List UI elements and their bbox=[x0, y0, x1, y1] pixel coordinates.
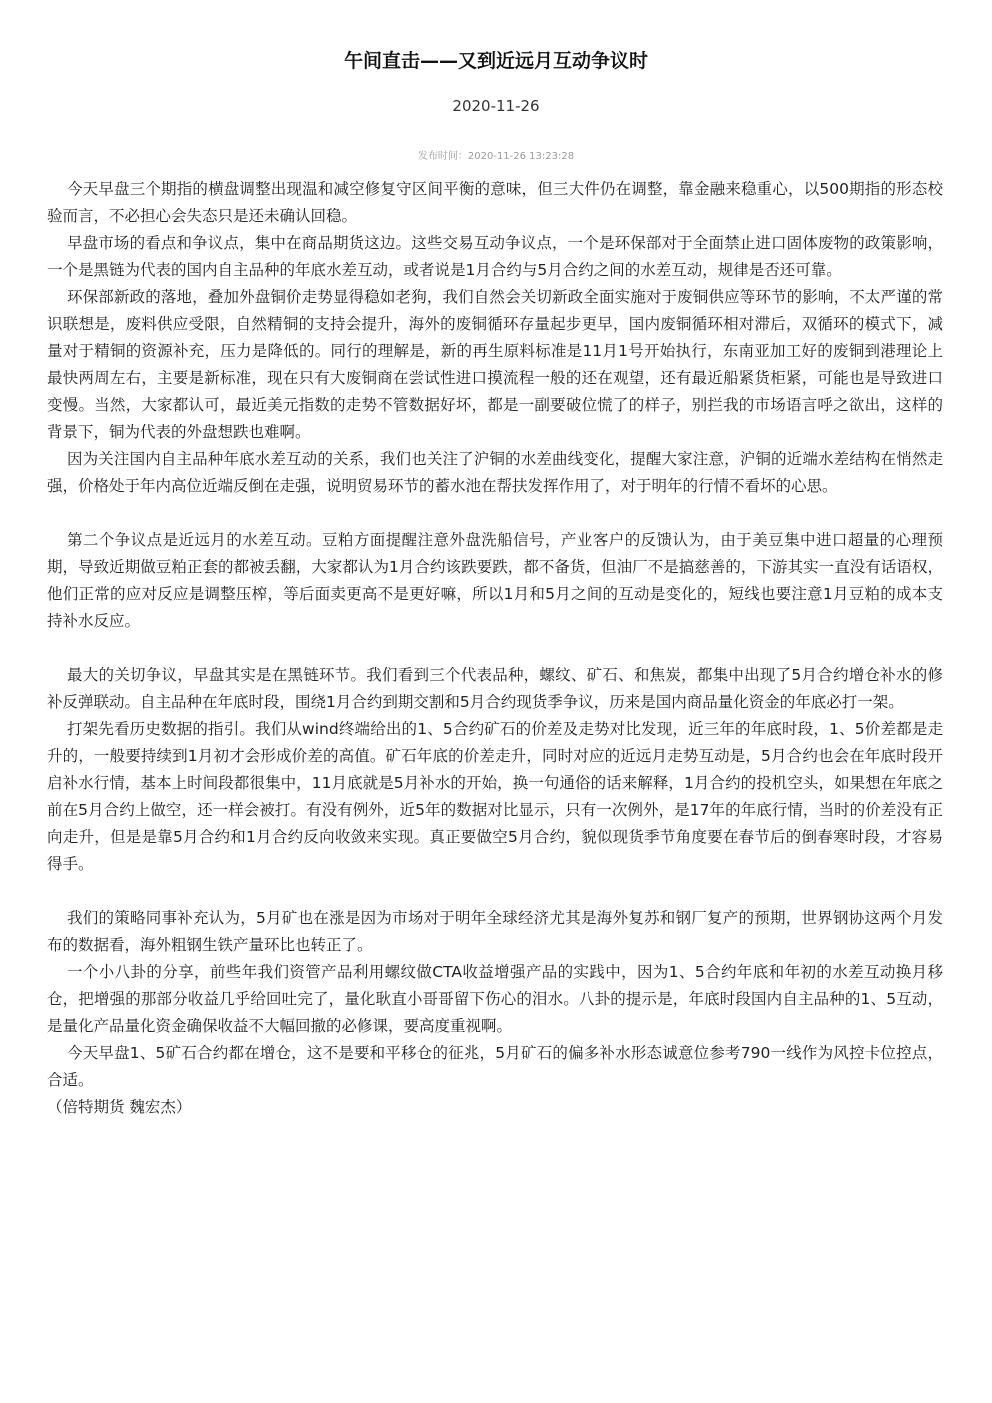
article-body bbox=[47, 176, 943, 1121]
paragraph-2: 早盘市场的看点和争议点，集中在商品期货这边。这些交易互动争议点，一个是环保部对于全面禁止进口固体废物的政策影响，一个是黑链为代表的国内自主品种的年底水差互动，或者说是1月合约与5月合约之间的水差互动，规律是否还可靠。 bbox=[47, 234, 943, 279]
article-date: 2020-11-26 bbox=[452, 97, 540, 115]
paragraph-4: 因为关注国内自主品种年底水差互动的关系，我们也关注了沪铜的水差曲线变化，提醒大家注意，沪铜的近端水差结构在悄然走强，价格处于年内高位近端反倒在走强，说明贸易环节的蓄水池在帮扶发挥作用了，对于明年的行情不看坏的心思。 bbox=[47, 450, 943, 495]
paragraph-1: 今天早盘三个期指的横盘调整出现温和减空修复守区间平衡的意味，但三大件仍在调整，靠金融来稳重心，以500期指的形态校验而言，不必担心会失态只是还未确认回稳。 bbox=[47, 180, 943, 225]
paragraph-8: 我们的策略同事补充认为，5月矿也在涨是因为市场对于明年全球经济尤其是海外复苏和钢厂复产的预期，世界钢协这两个月发布的数据看，海外粗钢生铁产量环比也转正了。 bbox=[47, 909, 943, 954]
paragraph-10: 今天早盘1、5矿石合约都在增仓，这不是要和平移仓的征兆，5月矿石的偏多补水形态诚意位参考790一线作为风控卡位控点，合适。 bbox=[47, 1044, 943, 1089]
publish-time: 发布时间：2020-11-26 13:23:28 bbox=[417, 151, 575, 162]
paragraph-7: 打架先看历史数据的指引。我们从wind终端给出的1、5合约矿石的价差及走势对比发现，近三年的年底时段，1、5价差都是走升的，一般要持续到1月初才会形成价差的高值。矿石年底的价差走升，同时对应的近远月走势互动是，5月合约也会在年底时段开启补水行情，基本上时间段都很集中，11月底就是5月补水的开始，换一句通俗的话来解释，1月合约的投机空头，如果想在年底之前在5月合约上做空，还一样会被打。有没有例外，近5年的数据对比显示，只有一次例外，是17年的年底行情，当时的价差没有正向走升，但是是靠5月合约和1月合约反向收敛来实现。真正要做空5月合约，貌似现货季节角度要在春节后的倒春寒时段，才容易得手。 bbox=[47, 720, 943, 873]
paragraph-6: 最大的关切争议，早盘其实是在黑链环节。我们看到三个代表品种，螺纹、矿石、和焦炭，都集中出现了5月合约增仓补水的修补反弹联动。自主品种在年底时段，围绕1月合约到期交割和5月合约现货季争议，历来是国内商品量化资金的年底必打一架。 bbox=[47, 666, 943, 711]
article-title: 午间直击——又到近远月互动争议时 bbox=[343, 50, 648, 72]
paragraph-9: 一个小八卦的分享，前些年我们资管产品利用螺纹做CTA收益增强产品的实践中，因为1、5合约年底和年初的水差互动换月移仓，把增强的那部分收益几乎给回吐完了，量化耿直小哥哥留下伤心的泪水。八卦的提示是，年底时段国内自主品种的1、5互动，是量化产品量化资金确保收益不大幅回撤的必修课，要高度重视啊。 bbox=[47, 963, 943, 1035]
author-signature: （倍特期货 魏宏杰） bbox=[47, 1098, 192, 1116]
paragraph-5: 第二个争议点是近远月的水差互动。豆粕方面提醒注意外盘洗船信号，产业客户的反馈认为，由于美豆集中进口超量的心理预期，导致近期做豆粕正套的都被丢翻，大家都认为1月合约该跌要跌，都不备货，但油厂不是搞慈善的，下游其实一直没有话语权，他们正常的应对反应是调整压榨，等后面卖更高不是更好嘛，所以1月和5月之间的互动是变化的，短线也要注意1月豆粕的成本支持补水反应。 bbox=[47, 531, 943, 630]
paragraph-3: 环保部新政的落地，叠加外盘铜价走势显得稳如老狗，我们自然会关切新政全面实施对于废铜供应等环节的影响，不太严谨的常识联想是，废料供应受限，自然精铜的支持会提升，海外的废铜循环存量起步更早，国内废铜循环相对滞后，双循环的模式下，减量对于精铜的资源补充，压力是降低的。同行的理解是，新的再生原料标准是11月1号开始执行，东南亚加工好的废铜到港理论上最快两周左右，主要是新标准，现在只有大废铜商在尝试性进口摸流程一般的还在观望，还有最近船紧货柜紧，可能也是导致进口变慢。当然，大家都认可，最近美元指数的走势不管数据好坏，都是一副要破位慌了的样子，别拦我的市场语言呼之欲出，这样的背景下，铜为代表的外盘想跌也难啊。 bbox=[47, 288, 943, 441]
